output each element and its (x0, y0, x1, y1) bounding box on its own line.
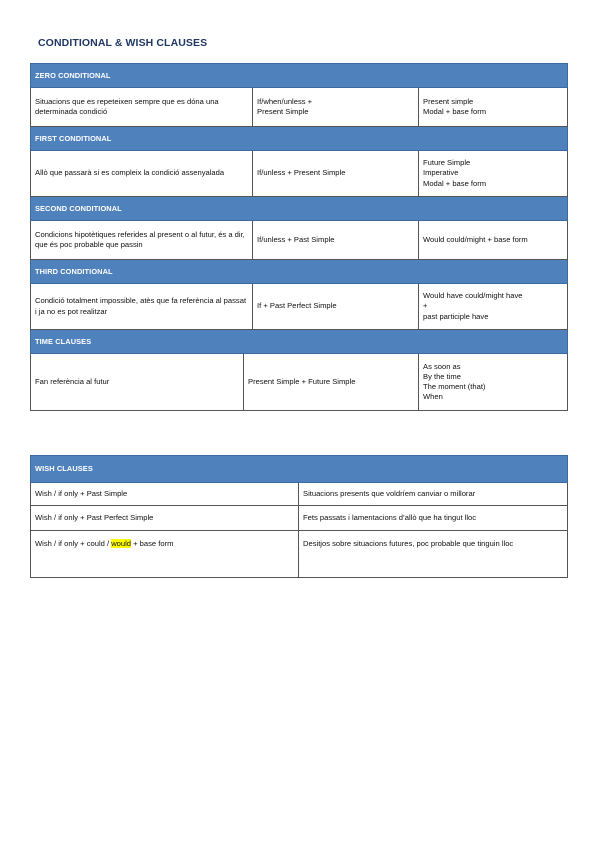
second-conditional-use: Condicions hipotètiques referides al present o al futur, és a dir, que és poc probable que passin (31, 221, 253, 260)
first-conditional-main-clause: Future Simple Imperative Modal + base form (419, 151, 568, 197)
third-conditional-main-clause: Would have could/might have + past participle have (419, 284, 568, 330)
wish-row (31, 483, 568, 506)
wish-clauses-header-row (31, 456, 568, 483)
wish-meaning: Fets passats i lamentacions d’allò que ha tingut lloc (299, 506, 568, 531)
zero-conditional-main-clause: Present simple Modal + base form (419, 88, 568, 127)
page-title: CONDITIONAL & WISH CLAUSES (38, 37, 208, 49)
time-clauses-use-text: Fan referència al futur (35, 376, 110, 386)
third-conditional-row (31, 284, 568, 330)
time-clauses-connectors: As soon as By the time The moment (that) When (419, 354, 568, 411)
zero-conditional-header: ZERO CONDITIONAL (31, 64, 568, 88)
zero-conditional-if-clause: If/when/unless + Present Simple (253, 88, 419, 127)
wish-row (31, 506, 568, 531)
first-conditional-header: FIRST CONDITIONAL (31, 127, 568, 151)
wish-form: Wish / if only + Past Simple (31, 483, 299, 506)
wish-row (31, 531, 568, 578)
second-conditional-main-clause: Would could/might + base form (419, 221, 568, 260)
first-conditional-use: Allò que passarà si es compleix la condició assenyalada (31, 151, 253, 197)
conditionals-table (30, 63, 568, 411)
wish-form-part: + base form (131, 539, 174, 548)
first-conditional-header-row (31, 127, 568, 151)
highlighted-word: would (111, 539, 132, 548)
first-conditional-row (31, 151, 568, 197)
second-conditional-row (31, 221, 568, 260)
third-conditional-header-row (31, 260, 568, 284)
time-clauses-header-row (31, 330, 568, 354)
second-conditional-if-clause: If/unless + Past Simple (253, 221, 419, 260)
zero-conditional-row (31, 88, 568, 127)
time-clauses-use (31, 354, 244, 411)
wish-form: Wish / if only + Past Perfect Simple (31, 506, 299, 531)
second-conditional-header: SECOND CONDITIONAL (31, 197, 568, 221)
third-conditional-if-clause: If + Past Perfect Simple (253, 284, 419, 330)
zero-conditional-header-row (31, 64, 568, 88)
wish-form-part: Wish / if only + could / (35, 539, 112, 548)
time-clauses-structure: Present Simple + Future Simple (244, 354, 419, 411)
second-conditional-header-row (31, 197, 568, 221)
first-conditional-if-clause: If/unless + Present Simple (253, 151, 419, 197)
third-conditional-use: Condició totalment impossible, atès que fa referència al passat i ja no es pot realitzar (31, 284, 253, 330)
third-conditional-header: THIRD CONDITIONAL (31, 260, 568, 284)
wish-form (31, 531, 299, 578)
zero-conditional-use: Situacions que es repeteixen sempre que es dóna una determinada condició (31, 88, 253, 127)
time-clauses-row (31, 354, 568, 411)
wish-clauses-header: WISH CLAUSES (31, 456, 568, 483)
wish-meaning: Situacions presents que voldríem canviar o millorar (299, 483, 568, 506)
wish-meaning: Desitjos sobre situacions futures, poc probable que tinguin lloc (299, 531, 568, 578)
wish-clauses-table (30, 455, 568, 578)
time-clauses-header: TIME CLAUSES (31, 330, 568, 354)
